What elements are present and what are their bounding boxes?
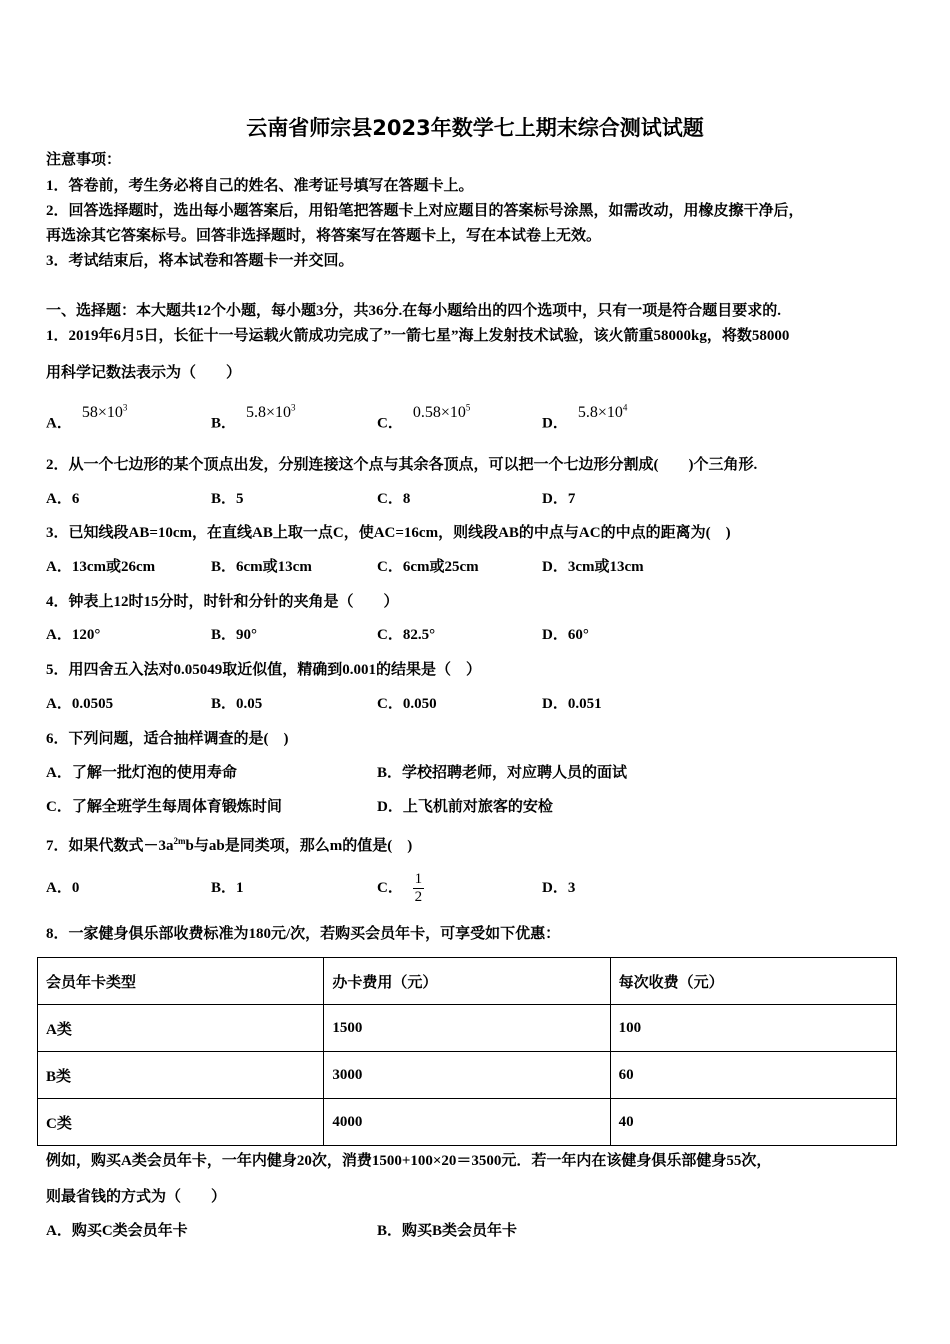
q4-option-d: D．60° (542, 627, 589, 643)
table-cell: 40 (610, 1099, 896, 1146)
q3-option-a: A．13cm或26cm (46, 559, 156, 575)
table-cell: 1500 (324, 1005, 610, 1052)
question-8-cont: 则最省钱的方式为（ ） (46, 1189, 227, 1205)
question-4: 4．钟表上12时15分时，时针和分针的夹角是（ ） (46, 594, 399, 610)
q6-option-b: B．学校招聘老师，对应聘人员的面试 (377, 765, 628, 781)
table-cell: C类 (38, 1099, 324, 1146)
q5-option-d: D．0.051 (542, 696, 602, 712)
q6-option-a: A．了解一批灯泡的使用寿命 (46, 765, 237, 781)
q1-option-c: C．$0.58\times 10^5$ (377, 403, 471, 432)
q7-option-c: C． $\frac{1}{2}$ (377, 871, 423, 906)
table-row (38, 1099, 897, 1146)
q3-option-b: B．6cm或13cm (211, 559, 312, 575)
q2-option-a: A．6 (46, 491, 80, 507)
page-title: 云南省师宗县2023年数学七上期末综合测试试题 (246, 116, 704, 140)
q3-option-c: C．6cm或25cm (377, 559, 479, 575)
q5-option-b: B．0.05 (211, 696, 263, 712)
table-header: 会员年卡类型 (38, 958, 324, 1005)
table-cell: 100 (610, 1005, 896, 1052)
q8-option-b: B．购买B类会员年卡 (377, 1223, 518, 1239)
q2-option-b: B．5 (211, 491, 244, 507)
question-5: 5．用四舍五入法对0.05049取近似值，精确到0.001的结果是（ ） (46, 662, 482, 678)
question-8: 8．一家健身俱乐部收费标准为180元/次，若购买会员年卡，可享受如下优惠： (46, 926, 561, 942)
q2-option-c: C．8 (377, 491, 411, 507)
q7-option-b: B．1 (211, 880, 244, 896)
question-2: 2．从一个七边形的某个顶点出发，分别连接这个点与其余各顶点，可以把一个七边形分割成( )个三角形. (46, 457, 758, 473)
q7-option-a: A．0 (46, 880, 80, 896)
question-8-cont: 例如，购买A类会员年卡，一年内健身20次，消费1500+100×20＝3500元．若一年内在该健身俱乐部健身55次， (46, 1153, 772, 1169)
table-cell: 60 (610, 1052, 896, 1099)
q4-option-c: C．82.5° (377, 627, 436, 643)
table-cell: A类 (38, 1005, 324, 1052)
q3-option-d: D．3cm或13cm (542, 559, 644, 575)
notes-heading: 注意事项： (46, 152, 122, 168)
table-cell: 3000 (324, 1052, 610, 1099)
question-7: 7．如果代数式$-3a^{2m}b$与ab是同类项，那么m的值是( ) (46, 836, 413, 854)
question-3: 3．已知线段AB=10cm，在直线AB上取一点C，使AC=16cm，则线段AB的中点与AC的中点的距离为( ) (46, 525, 731, 541)
note-item: 再选涂其它答案标号。回答非选择题时，将答案写在答题卡上，写在本试卷上无效。 (46, 228, 602, 244)
fraction: $\frac{1}{2}$ (414, 871, 423, 906)
note-item: 1．答卷前，考生务必将自己的姓名、准考证号填写在答题卡上。 (46, 178, 474, 194)
question-6: 6．下列问题，适合抽样调查的是( ) (46, 731, 289, 747)
question-1: 1．2019年6月5日，长征十一号运载火箭成功完成了”一箭七星”海上发射技术试验，该火箭重58000kg，将数58000 (46, 328, 790, 344)
note-item: 2．回答选择题时，选出每小题答案后，用铅笔把答题卡上对应题目的答案标号涂黑，如需改动，用橡皮擦干净后， (46, 203, 804, 219)
table-cell: B类 (38, 1052, 324, 1099)
q8-option-a: A．购买C类会员年卡 (46, 1223, 188, 1239)
q5-option-c: C．0.050 (377, 696, 437, 712)
table-cell: 4000 (324, 1099, 610, 1146)
q7-option-d: D．3 (542, 880, 576, 896)
table-row (38, 1052, 897, 1099)
q4-option-a: A．120° (46, 627, 101, 643)
q6-option-d: D．上飞机前对旅客的安检 (377, 799, 553, 815)
table-header: 每次收费（元） (610, 958, 896, 1005)
section-heading: 一、选择题：本大题共12个小题，每小题3分，共36分.在每小题给出的四个选项中，只有一项是符合题目要求的. (46, 303, 782, 319)
q5-option-a: A．0.0505 (46, 696, 114, 712)
table-row (38, 1005, 897, 1052)
note-item: 3．考试结束后，将本试卷和答题卡一并交回。 (46, 253, 354, 269)
q6-option-c: C．了解全班学生每周体育锻炼时间 (46, 799, 282, 815)
q1-option-a: A．$58\times 10^3$ (46, 403, 128, 432)
q1-option-b: B．$5.8\times 10^3$ (211, 403, 296, 432)
question-1-cont: 用科学记数法表示为（ ） (46, 365, 242, 381)
q1-option-d: D．$5.8\times 10^4$ (542, 403, 628, 432)
membership-table (37, 957, 897, 1146)
q2-option-d: D．7 (542, 491, 576, 507)
q4-option-b: B．90° (211, 627, 258, 643)
table-header-row (38, 958, 897, 1005)
table-header: 办卡费用（元） (324, 958, 610, 1005)
